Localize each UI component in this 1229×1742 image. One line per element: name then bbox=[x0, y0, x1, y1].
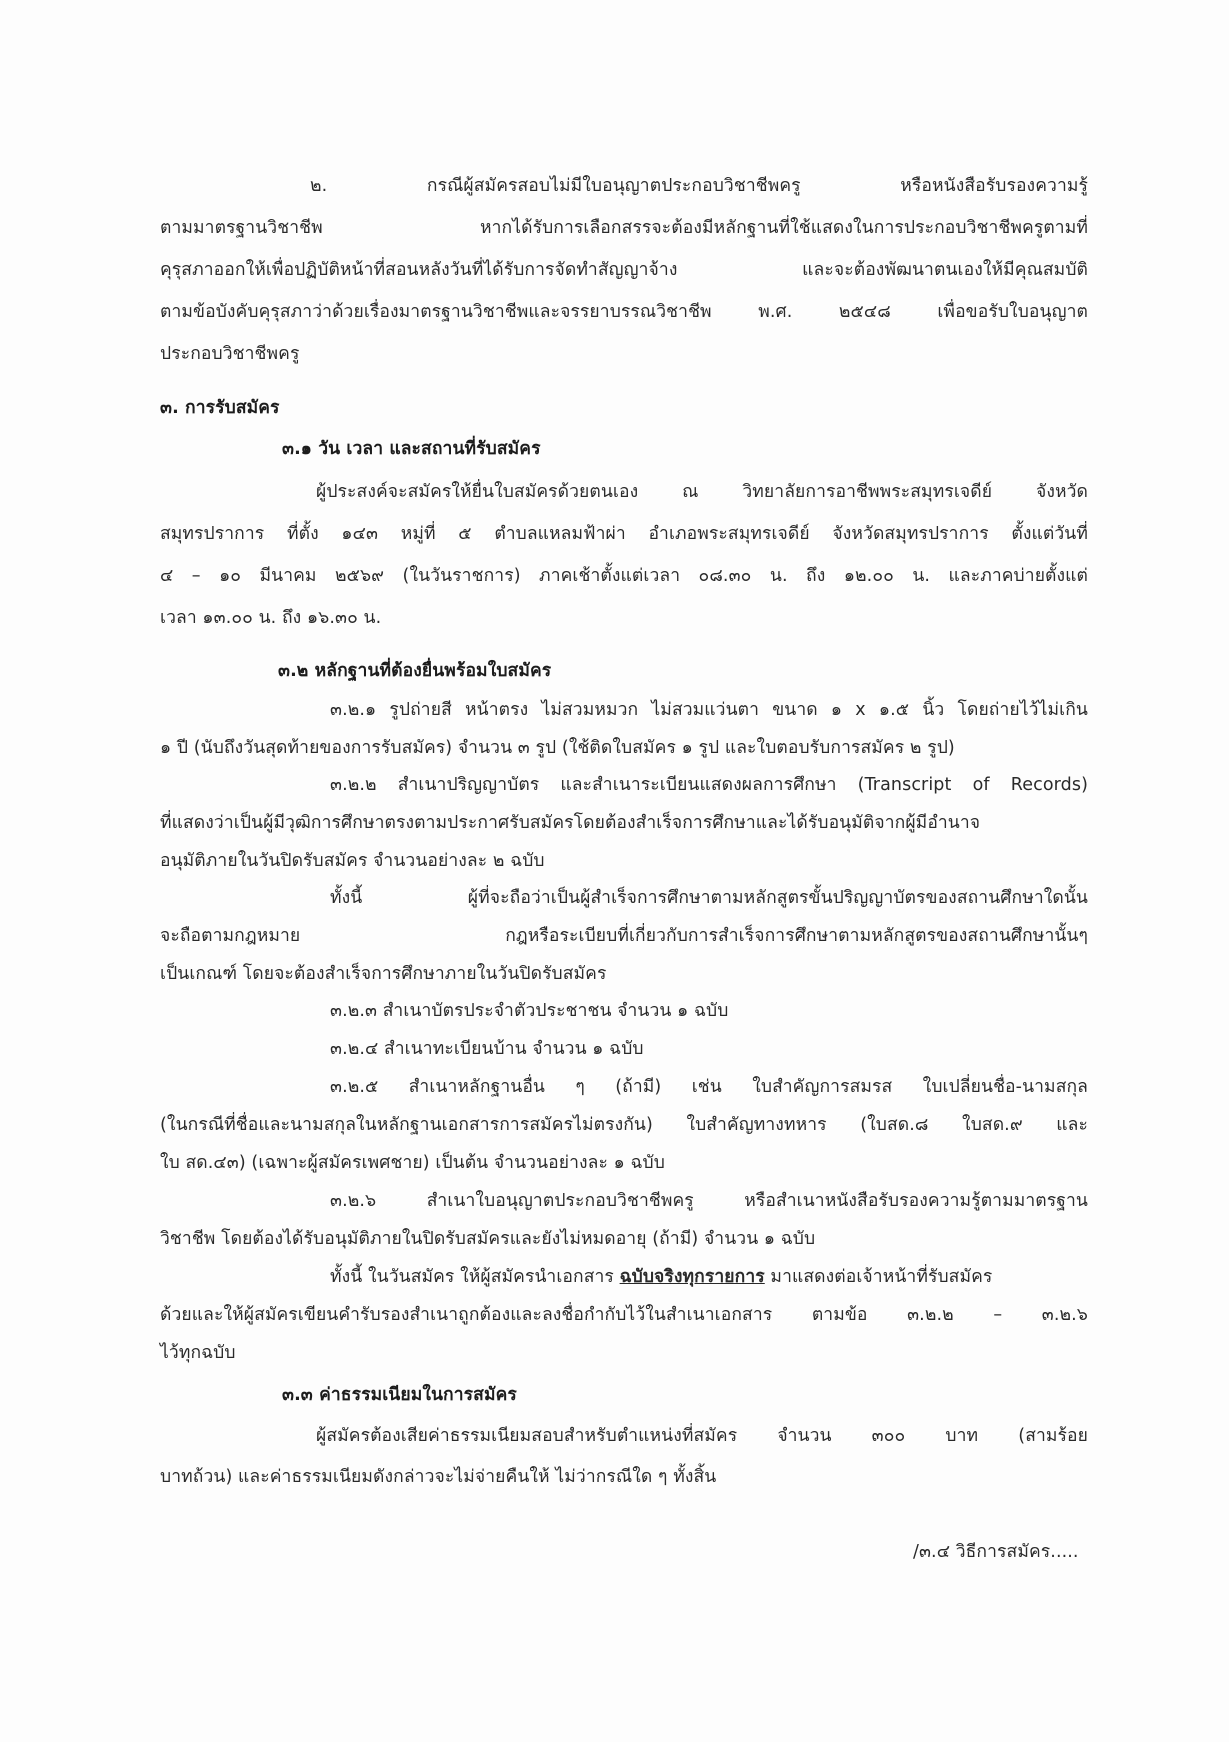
list-item: ใบ สด.๔๓) (เฉพาะผู้สมัครเพศชาย) เป็นต้น จำนวนอย่างละ ๑ ฉบับ bbox=[160, 1153, 665, 1173]
paragraph-line: ผู้ประสงค์จะสมัครให้ยื่นใบสมัครด้วยตนเอง ณ วิทยาลัยการอาชีพพระสมุทรเจดีย์ จังหวัด bbox=[316, 482, 1088, 502]
paragraph-line: ตามมาตรฐานวิชาชีพ หากได้รับการเลือกสรรจะต้องมีหลักฐานที่ใช้แสดงในการประกอบวิชาชีพครูตามที่ bbox=[160, 218, 1088, 238]
subsection-heading: ๓.๒ หลักฐานที่ต้องยื่นพร้อมใบสมัคร bbox=[278, 661, 552, 681]
paragraph-line: จะถือตามกฎหมาย กฎหรือระเบียบที่เกี่ยวกับการสำเร็จการศึกษาตามหลักสูตรของสถานศึกษานั้นๆ bbox=[160, 926, 1088, 946]
paragraph-line: คุรุสภาออกให้เพื่อปฏิบัติหน้าที่สอนหลังวันที่ได้รับการจัดทำสัญญาจ้าง และจะต้องพัฒนาตนเองให้มีคุณสมบัติ bbox=[160, 260, 1088, 280]
list-item: ๑ ปี (นับถึงวันสุดท้ายของการรับสมัคร) จำนวน ๓ รูป (ใช้ติดใบสมัคร ๑ รูป และใบตอบรับการสมัคร ๒ รูป) bbox=[160, 738, 955, 758]
paragraph-line: ทั้งนี้ ผู้ที่จะถือว่าเป็นผู้สำเร็จการศึกษาตามหลักสูตรขั้นปริญญาบัตรของสถานศึกษาใดนั้น bbox=[330, 888, 1088, 908]
list-item: ๓.๒.๑ รูปถ่ายสี หน้าตรง ไม่สวมหมวก ไม่สวมแว่นตา ขนาด ๑ x ๑.๕ นิ้ว โดยถ่ายไว้ไม่เกิน bbox=[330, 700, 1088, 720]
note-suffix: มาแสดงต่อเจ้าหน้าที่รับสมัคร bbox=[764, 1267, 993, 1287]
paragraph-line: ด้วยและให้ผู้สมัครเขียนคำรับรองสำเนาถูกต้องและลงชื่อกำกับไว้ในสำเนาเอกสาร ตามข้อ ๓.๒.๒ – ๓.๒.๖ bbox=[160, 1305, 1088, 1325]
paragraph-line: บาทถ้วน) และค่าธรรมเนียมดังกล่าวจะไม่จ่ายคืนให้ ไม่ว่ากรณีใด ๆ ทั้งสิ้น bbox=[160, 1467, 717, 1487]
list-item: ๓.๒.๓ สำเนาบัตรประจำตัวประชาชน จำนวน ๑ ฉบับ bbox=[330, 1001, 729, 1021]
paragraph-line: ประกอบวิชาชีพครู bbox=[160, 344, 300, 364]
list-item: ๓.๒.๔ สำเนาทะเบียนบ้าน จำนวน ๑ ฉบับ bbox=[330, 1039, 644, 1059]
emphasis-original-documents: ฉบับจริงทุกรายการ bbox=[619, 1267, 765, 1287]
subsection-heading: ๓.๑ วัน เวลา และสถานที่รับสมัคร bbox=[282, 439, 541, 459]
paragraph-line: สมุทรปราการ ที่ตั้ง ๑๔๓ หมู่ที่ ๕ ตำบลแหลมฟ้าผ่า อำเภอพระสมุทรเจดีย์ จังหวัดสมุทรปราการ ตั้งแต่วันที่ bbox=[160, 524, 1088, 544]
paragraph-line: ตามข้อบังคับคุรุสภาว่าด้วยเรื่องมาตรฐานวิชาชีพและจรรยาบรรณวิชาชีพ พ.ศ. ๒๕๔๘ เพื่อขอรับใบอนุญาต bbox=[160, 302, 1088, 322]
list-item: ที่แสดงว่าเป็นผู้มีวุฒิการศึกษาตรงตามประกาศรับสมัครโดยต้องสำเร็จการศึกษาและได้รับอนุมัติจากผู้มีอำนาจ bbox=[160, 813, 981, 833]
list-item: ๓.๒.๖ สำเนาใบอนุญาตประกอบวิชาชีพครู หรือสำเนาหนังสือรับรองความรู้ตามมาตรฐาน bbox=[330, 1191, 1088, 1211]
list-item: วิชาชีพ โดยต้องได้รับอนุมัติภายในปิดรับสมัครและยังไม่หมดอายุ (ถ้ามี) จำนวน ๑ ฉบับ bbox=[160, 1229, 816, 1249]
section-heading: ๓. การรับสมัคร bbox=[160, 398, 280, 418]
subsection-heading: ๓.๓ ค่าธรรมเนียมในการสมัคร bbox=[282, 1385, 517, 1405]
paragraph-line: ๔ – ๑๐ มีนาคม ๒๕๖๙ (ในวันราชการ) ภาคเช้าตั้งแต่เวลา ๐๘.๓๐ น. ถึง ๑๒.๐๐ น. และภาคบ่ายตั้งแต่ bbox=[160, 566, 1088, 586]
paragraph-line bbox=[330, 1269, 1088, 1287]
list-item: (ในกรณีที่ชื่อและนามสกุลในหลักฐานเอกสารการสมัครไม่ตรงกัน) ใบสำคัญทางทหาร (ใบสด.๘ ใบสด.๙ และ bbox=[160, 1115, 1088, 1135]
paragraph-line: ๒. กรณีผู้สมัครสอบไม่มีใบอนุญาตประกอบวิชาชีพครู หรือหนังสือรับรองความรู้ bbox=[310, 176, 1088, 196]
paragraph-line: ไว้ทุกฉบับ bbox=[160, 1343, 236, 1363]
note-prefix: ทั้งนี้ ในวันสมัคร ให้ผู้สมัครนำเอกสาร bbox=[330, 1267, 620, 1287]
list-item: ๓.๒.๒ สำเนาปริญญาบัตร และสำเนาระเบียนแสดงผลการศึกษา (Transcript of Records) bbox=[330, 775, 1088, 795]
paragraph-line: เวลา ๑๓.๐๐ น. ถึง ๑๖.๓๐ น. bbox=[160, 608, 382, 628]
page-continuation-note: /๓.๔ วิธีการสมัคร..... bbox=[913, 1542, 1079, 1562]
paragraph-line: ผู้สมัครต้องเสียค่าธรรมเนียมสอบสำหรับตำแหน่งที่สมัคร จำนวน ๓๐๐ บาท (สามร้อย bbox=[316, 1426, 1088, 1446]
paragraph-line: เป็นเกณฑ์ โดยจะต้องสำเร็จการศึกษาภายในวันปิดรับสมัคร bbox=[160, 964, 607, 984]
list-item: ๓.๒.๕ สำเนาหลักฐานอื่น ๆ (ถ้ามี) เช่น ใบสำคัญการสมรส ใบเปลี่ยนชื่อ-นามสกุล bbox=[330, 1077, 1088, 1097]
list-item: อนุมัติภายในวันปิดรับสมัคร จำนวนอย่างละ ๒ ฉบับ bbox=[160, 851, 545, 871]
